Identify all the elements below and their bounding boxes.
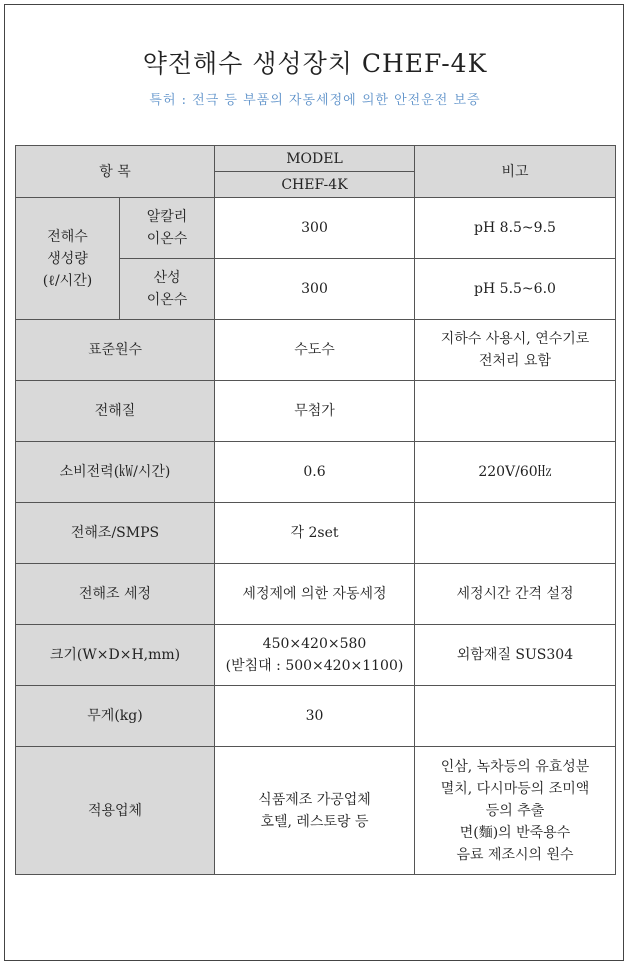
spec-table xyxy=(15,145,616,875)
acidic-remark: pH 5.5~6.0 xyxy=(415,259,616,320)
table-row xyxy=(16,198,616,259)
table-header-row xyxy=(16,146,616,172)
row-value: 식품제조 가공업체 호텔, 레스토랑 등 xyxy=(215,747,415,875)
table-row xyxy=(16,625,616,686)
row-remark xyxy=(415,503,616,564)
row-remark: 외함재질 SUS304 xyxy=(415,625,616,686)
row-label: 전해질 xyxy=(16,381,215,442)
row-label: 전해조/SMPS xyxy=(16,503,215,564)
table-row xyxy=(16,564,616,625)
acidic-value: 300 xyxy=(215,259,415,320)
alkaline-label: 알칼리 이온수 xyxy=(120,198,215,259)
table-row xyxy=(16,320,616,381)
row-remark: 인삼, 녹차등의 유효성분 멸치, 다시마등의 조미액 등의 추출 면(麵)의 반죽용수 음료 제조시의 원수 xyxy=(415,747,616,875)
row-label: 무게(kg) xyxy=(16,686,215,747)
row-remark: 지하수 사용시, 연수기로 전처리 요함 xyxy=(415,320,616,381)
table-row xyxy=(16,442,616,503)
production-label: 전해수 생성량 (ℓ/시간) xyxy=(16,198,120,320)
row-value: 각 2set xyxy=(215,503,415,564)
row-remark: 세정시간 간격 설정 xyxy=(415,564,616,625)
row-value: 수도수 xyxy=(215,320,415,381)
row-label: 표준원수 xyxy=(16,320,215,381)
header-model-name: CHEF-4K xyxy=(215,172,415,198)
header-item: 항 목 xyxy=(16,146,215,198)
header-remarks: 비고 xyxy=(415,146,616,198)
row-value: 450×420×580 (받침대 : 500×420×1100) xyxy=(215,625,415,686)
table-row xyxy=(16,747,616,875)
table-row xyxy=(16,503,616,564)
table-row xyxy=(16,686,616,747)
patent-subtitle: 특허 : 전극 등 부품의 자동세정에 의한 안전운전 보증 xyxy=(149,93,481,108)
alkaline-remark: pH 8.5~9.5 xyxy=(415,198,616,259)
row-value: 0.6 xyxy=(215,442,415,503)
row-remark xyxy=(415,381,616,442)
row-value: 무첨가 xyxy=(215,381,415,442)
acidic-label: 산성 이온수 xyxy=(120,259,215,320)
row-value: 30 xyxy=(215,686,415,747)
row-remark: 220V/60㎐ xyxy=(415,442,616,503)
row-label: 크기(W×D×H,mm) xyxy=(16,625,215,686)
row-label: 전해조 세정 xyxy=(16,564,215,625)
row-remark xyxy=(415,686,616,747)
header-model-label: MODEL xyxy=(215,146,415,172)
row-label: 적용업체 xyxy=(16,747,215,875)
row-value: 세정제에 의한 자동세정 xyxy=(215,564,415,625)
row-label: 소비전력(㎾/시간) xyxy=(16,442,215,503)
document-title: 약전해수 생성장치 CHEF-4K xyxy=(142,49,488,78)
alkaline-value: 300 xyxy=(215,198,415,259)
table-row xyxy=(16,381,616,442)
